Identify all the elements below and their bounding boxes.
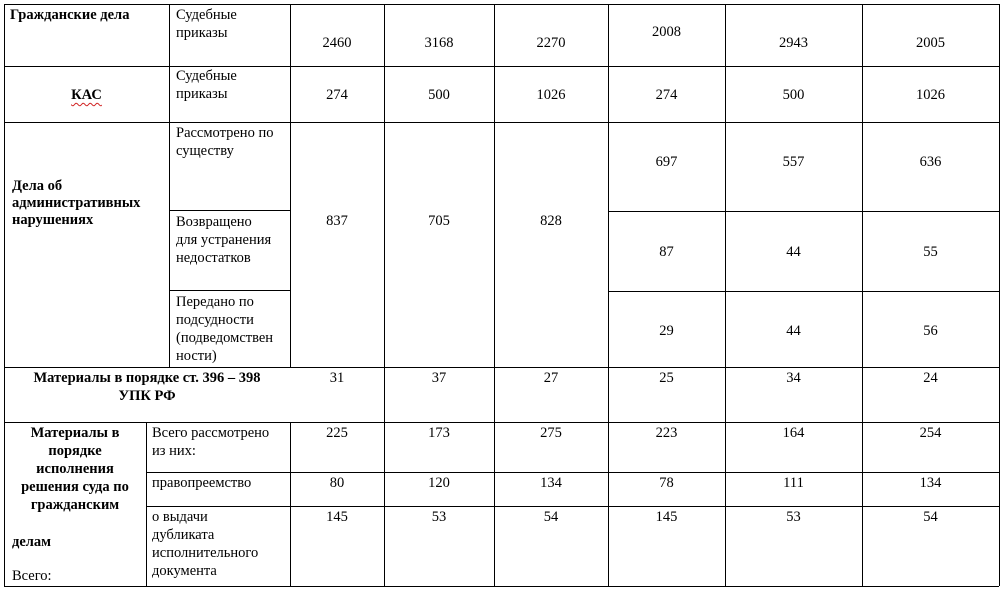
row-label-materials-396: Материалы в порядке ст. 396 – 398 УПК РФ: [33, 370, 261, 404]
row-sublabel-civil: Судебные приказы: [176, 7, 237, 41]
value-cell: 225: [326, 425, 348, 441]
col-divider: [146, 422, 147, 586]
value-cell: 636: [919, 154, 942, 170]
row-divider: [4, 122, 999, 123]
value-cell: 87: [659, 244, 674, 260]
row-label-admin: Дела об административных нарушениях: [12, 178, 141, 228]
value-cell: 53: [786, 509, 801, 525]
row-label-civil: Гражданские дела: [10, 7, 130, 23]
subrow-divider: [146, 472, 999, 473]
value-cell: 53: [431, 509, 447, 525]
value-cell: 78: [659, 475, 674, 491]
value-cell: 54: [543, 509, 559, 525]
value-cell: 557: [782, 154, 805, 170]
value-cell: 275: [540, 425, 562, 441]
value-cell: 25: [659, 370, 674, 386]
subrow-divider: [608, 291, 999, 292]
row-sublabel-execution-succession: правопреемство: [152, 475, 252, 491]
value-cell: 697: [655, 154, 678, 170]
subrow-divider: [169, 290, 290, 291]
value-cell: 500: [782, 87, 805, 103]
col-divider: [290, 4, 291, 367]
value-cell: 111: [783, 475, 804, 491]
row-label-kas: КАС: [71, 87, 102, 103]
value-cell: 44: [786, 244, 801, 260]
subrow-divider: [608, 211, 999, 212]
value-cell: 29: [659, 323, 674, 339]
value-cell: 164: [782, 425, 805, 441]
merged-value-cell: 837: [326, 213, 348, 229]
total-label: Всего:: [12, 568, 52, 584]
row-sublabel-admin-returned: Возвращено для устранения недостатков: [176, 214, 272, 266]
subrow-divider: [169, 210, 290, 211]
table-border-top: [4, 4, 999, 5]
row-sublabel-admin-transferred: Передано по подсудности (подведомствен ности): [176, 294, 274, 364]
value-cell: 2008: [652, 24, 681, 40]
row-divider: [4, 66, 999, 67]
row-sublabel-admin-merits: Рассмотрено по существу: [176, 125, 274, 159]
value-cell: 55: [923, 244, 938, 260]
value-cell: 24: [923, 370, 938, 386]
merged-value-cell: 705: [428, 213, 450, 229]
value-cell: 1026: [536, 87, 566, 103]
value-cell: 145: [326, 509, 348, 525]
row-sublabel-kas: Судебные приказы: [176, 68, 237, 102]
value-cell: 2943: [779, 35, 808, 51]
value-cell: 56: [923, 323, 938, 339]
value-cell: 254: [919, 425, 942, 441]
value-cell: 37: [431, 370, 447, 386]
table-border-bottom: [4, 586, 999, 587]
value-cell: 500: [428, 87, 450, 103]
value-cell: 2005: [916, 35, 945, 51]
value-cell: 34: [786, 370, 801, 386]
value-cell: 31: [329, 370, 345, 386]
row-sublabel-execution-duplicate: о выдачи дубликата исполнительного документа: [152, 509, 259, 579]
col-divider: [169, 4, 170, 367]
merged-value-cell: 828: [540, 213, 562, 229]
value-cell: 145: [655, 509, 678, 525]
value-cell: 2270: [536, 35, 566, 51]
value-cell: 274: [326, 87, 348, 103]
value-cell: 1026: [916, 87, 945, 103]
value-cell: 134: [540, 475, 562, 491]
value-cell: 44: [786, 323, 801, 339]
value-cell: 274: [655, 87, 678, 103]
value-cell: 134: [919, 475, 942, 491]
row-divider: [4, 422, 999, 423]
value-cell: 120: [428, 475, 450, 491]
value-cell: 173: [428, 425, 450, 441]
value-cell: 223: [655, 425, 678, 441]
value-cell: 54: [923, 509, 938, 525]
value-cell: 27: [543, 370, 559, 386]
row-label-execution: Материалы в порядке исполнения решения суда по гражданским: [21, 425, 129, 513]
row-sublabel-execution-total: Всего рассмотрено из них:: [152, 425, 270, 459]
col-divider: [290, 422, 291, 586]
subrow-divider: [146, 506, 999, 507]
value-cell: 80: [329, 475, 345, 491]
row-divider: [4, 367, 999, 368]
value-cell: 2460: [322, 35, 352, 51]
value-cell: 3168: [424, 35, 454, 51]
row-label-execution-tail: делам: [12, 534, 52, 550]
